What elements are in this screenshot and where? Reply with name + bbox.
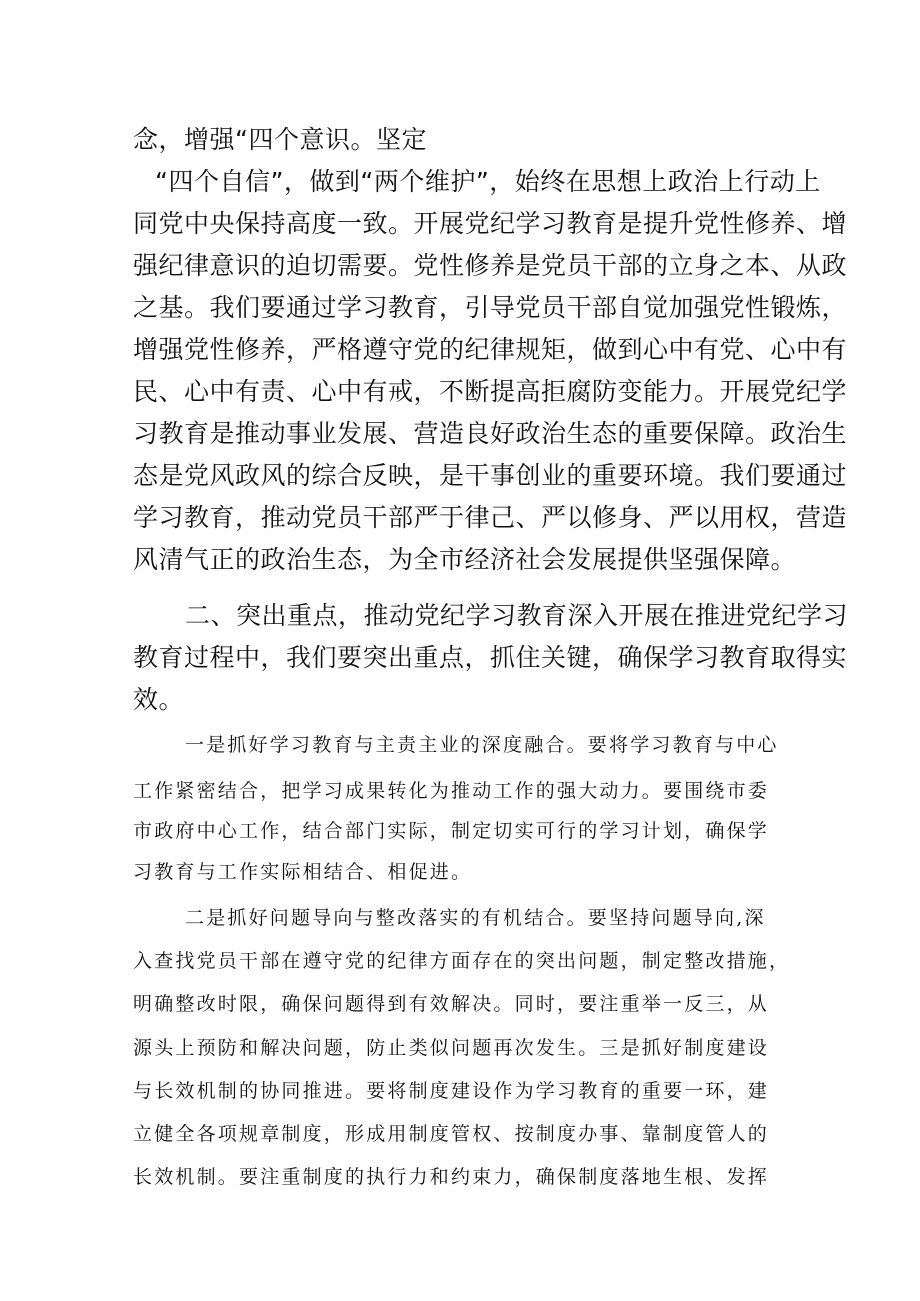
- text-line: 习教育是推动事业发展、营造良好政治生态的重要保障。政治生: [133, 419, 848, 448]
- text-line: 习教育与工作实际相结合、相促进。: [133, 861, 473, 883]
- text-line: 效。: [133, 685, 185, 714]
- text-line: 态是党风政风的综合反映，是干事创业的重要环境。我们要通过: [133, 461, 848, 490]
- text-line: 工作紧密结合，把学习成果转化为推动工作的强大动力。要围绕市委: [133, 780, 770, 802]
- text-line: 二是抓好问题导向与整改落实的有机结合。要坚持问题导向,深: [185, 907, 766, 929]
- text-line: 民、心中有责、心中有戒，不断提高拒腐防变能力。开展党纪学: [133, 377, 848, 406]
- text-line: 增强党性修养，严格遵守党的纪律规矩，做到心中有党、心中有: [133, 335, 848, 364]
- text-line: 源头上预防和解决问题，防止类似问题再次发生。三是抓好制度建设: [133, 1037, 770, 1059]
- text-line: 同党中央保持高度一致。开展党纪学习教育是提升党性修养、增: [133, 209, 848, 238]
- text-line: 教育过程中，我们要突出重点，抓住关键，确保学习教育取得实: [133, 643, 848, 672]
- text-line: 之基。我们要通过学习教育，引导党员干部自觉加强党性锻炼，: [133, 293, 848, 322]
- text-line: 明确整改时限，确保问题得到有效解决。同时，要注重举一反三，从: [133, 993, 770, 1015]
- section-heading-line: 二、突出重点，推动党纪学习教育深入开展在推进党纪学习: [185, 601, 849, 630]
- text-line: 念，增强“四个意识。坚定: [133, 125, 427, 154]
- text-line: “四个自信”，做到“两个维护”，始终在思想上政治上行动上: [155, 167, 821, 196]
- text-line: 强纪律意识的迫切需要。党性修养是党员干部的立身之本、从政: [133, 251, 848, 280]
- text-line: 学习教育，推动党员干部严于律己、严以修身、严以用权，营造: [133, 503, 848, 532]
- text-line: 风清气正的政治生态，为全市经济社会发展提供坚强保障。: [133, 545, 797, 574]
- text-line: 立健全各项规章制度，形成用制度管权、按制度办事、靠制度管人的: [133, 1123, 770, 1145]
- text-line: 入查找党员干部在遵守党的纪律方面存在的突出问题，制定整改措施，: [133, 950, 791, 972]
- text-line: 一是抓好学习教育与主责主业的深度融合。要将学习教育与中心: [185, 734, 779, 756]
- text-line: 与长效机制的协同推进。要将制度建设作为学习教育的重要一环，建: [133, 1080, 770, 1102]
- text-line: 长效机制。要注重制度的执行力和约束力，确保制度落地生根、发挥: [133, 1166, 770, 1188]
- text-line: 市政府中心工作，结合部门实际，制定切实可行的学习计划，确保学: [133, 820, 770, 842]
